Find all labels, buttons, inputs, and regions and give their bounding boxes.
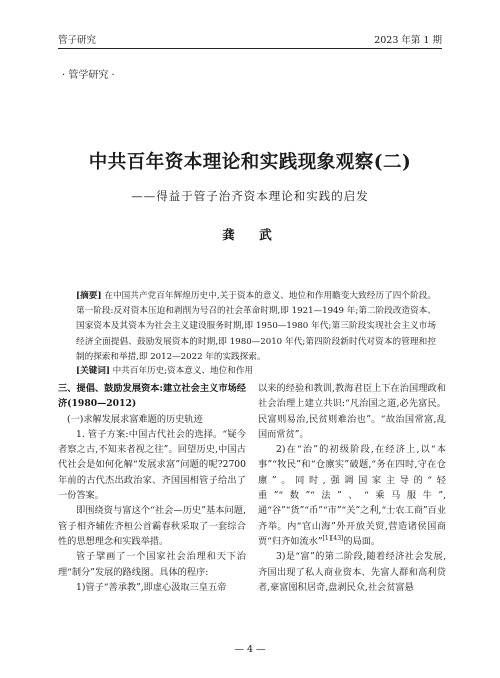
article-title: 中共百年资本理论和实践现象观察(二): [88, 152, 412, 173]
journal-name: 管子研究: [58, 35, 97, 46]
keywords: [76, 364, 436, 378]
body-paragraph: 1. 管子方案:中国古代社会的选择。“疑今者察之古,不知来者视之往”。回望历史,中国古代社会是如何化解“发展求富”问题的呢?2700 年前的古代杰出政治家、齐国国相管子给出了一份答案。: [58, 428, 246, 502]
body-paragraph: 管子擘画了一个国家社会治理和天下治理“制分”发展的路线图。具体的程序:: [58, 551, 246, 578]
abstract-label: [摘要]: [76, 291, 102, 301]
right-column: [258, 381, 446, 595]
keywords-text: 中共百年历史;资本意义、地位和作用: [112, 366, 254, 376]
left-column: [58, 381, 246, 595]
body-paragraph: [258, 442, 446, 549]
keywords-label: [关键词]: [76, 366, 110, 376]
paragraph-text: 的局面。: [343, 535, 381, 547]
running-header: [58, 30, 442, 49]
body-paragraph: 以来的经验和教训,教海君臣上下在治国理政和社会治理上建立共识:“凡治国之道,必先富民。民富则易治,民贫则难治也”。“故治国常富,乱国而常贫”。: [258, 383, 446, 440]
paragraph-text: 2)在“治”的初级阶段,在经济上,以“本事”“牧民”和“仓廪实”破题,“务在四时,守在仓廪”。同时,强调国家主导的“轻重”“数”“法”、“乘马服牛”,通“谷”“货”“币”“市”“关”之利,“士农工商”百业齐举。内“官山海”外开放关贸,营造诸侯国商贾“归齐如流水”: [258, 444, 446, 547]
section-heading: 三、提倡、鼓励发展资本:建立社会主义市场经济(1980—2012): [58, 383, 246, 410]
article-subtitle: ——得益于管子治齐资本理论和实践的启发: [131, 189, 369, 203]
body-paragraph: 即围绕资与富这个“社会—历史”基本问题,管子相齐辅佐齐桓公首霸春秋采取了一套综合性的思想理念和实践举措。: [58, 505, 246, 547]
citation-marker: [1][43]: [322, 534, 344, 542]
abstract-text: 在中国共产党百年辉煌历史中,关于资本的意义、地位和作用瞻变大致经历了四个阶段。第一阶段:反对资本压迫和剥削为号召的社会革命时期,即 1921—1949 年;第二阶段改造资本、国家资本及其资本为社会主义建设服务时期,即 1950—1980 年代;第三阶段实现社会主义市场经济全面提倡、鼓励发展资本的时期,即 1980—2010 年代;第四阶段新时代对资本的管理和控制的探索和举措,即 2012—2022 年的实践探索。: [76, 291, 436, 362]
body-paragraph: 1)管子“善承教”,即虚心汲取三皇五帝: [76, 581, 227, 593]
section-tag: · 管学研究 ·: [62, 70, 115, 81]
issue-label: 2023 年第 1 期: [374, 35, 442, 46]
subsection-heading: (一)求解发展求富难题的历史轨迹: [67, 413, 203, 425]
page-number: — 4 —: [234, 644, 266, 655]
abstract: [76, 289, 436, 365]
body-paragraph: 3)是“富”的第二阶段,随着经济社会发展,齐国出现了私人商业资本、先富人群和高利贷者,豪富囤积居奇,盘剥民众,社会贫富悬: [258, 551, 446, 593]
author-name: 龚 武: [222, 227, 278, 242]
